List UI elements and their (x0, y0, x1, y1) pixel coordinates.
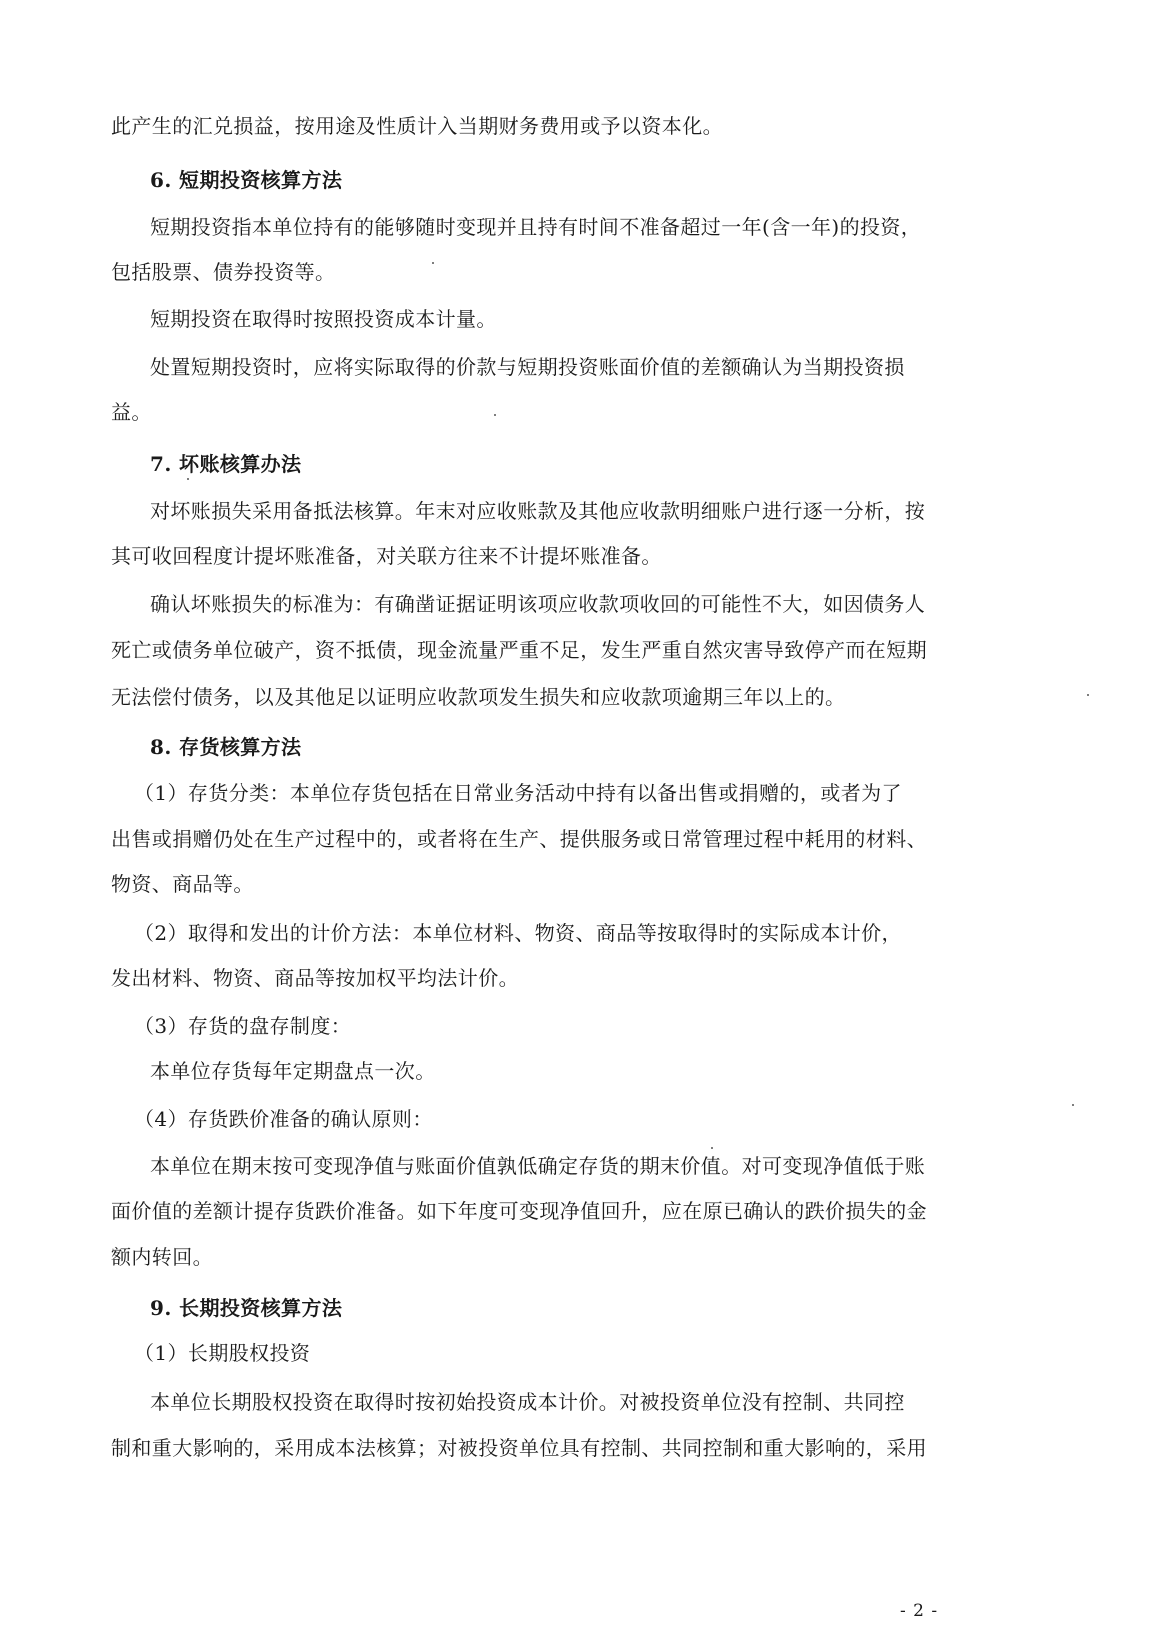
text-line: 其可收回程度计提坏账准备，对关联方往来不计提坏账准备。 (111, 544, 662, 568)
text-line: 此产生的汇兑损益，按用途及性质计入当期财务费用或予以资本化。 (111, 114, 723, 138)
section-heading-8: 8. 存货核算方法 (150, 735, 302, 759)
section-heading-9: 9. 长期投资核算方法 (150, 1296, 343, 1320)
text-line: 短期投资指本单位持有的能够随时变现并且持有时间不准备超过一年(含一年)的投资， (150, 215, 922, 239)
page-number: - 2 - (900, 1601, 939, 1621)
scan-speck (711, 1147, 713, 1149)
text-line: （1）长期股权投资 (134, 1341, 311, 1365)
scan-speck (1087, 694, 1089, 696)
text-line: 制和重大影响的，采用成本法核算；对被投资单位具有控制、共同控制和重大影响的，采用 (111, 1436, 927, 1460)
text-line: 面价值的差额计提存货跌价准备。如下年度可变现净值回升，应在原已确认的跌价损失的金 (111, 1199, 927, 1223)
text-line: （1）存货分类：本单位存货包括在日常业务活动中持有以备出售或捐赠的，或者为了 (134, 781, 902, 805)
text-line: 包括股票、债券投资等。 (111, 260, 336, 284)
text-line: 确认坏账损失的标准为：有确凿证据证明该项应收款项收回的可能性不大，如因债务人 (150, 592, 926, 616)
text-line: 死亡或债务单位破产，资不抵债，现金流量严重不足，发生严重自然灾害导致停产而在短期 (111, 638, 927, 662)
text-line: （3）存货的盘存制度： (134, 1014, 352, 1038)
text-line: 物资、商品等。 (111, 872, 254, 896)
text-line: 本单位在期末按可变现净值与账面价值孰低确定存货的期末价值。对可变现净值低于账 (150, 1154, 926, 1178)
text-line: 发出材料、物资、商品等按加权平均法计价。 (111, 966, 519, 990)
text-line: 对坏账损失采用备抵法核算。年末对应收账款及其他应收款明细账户进行逐一分析，按 (150, 499, 926, 523)
text-line: （4）存货跌价准备的确认原则： (134, 1107, 433, 1131)
text-line: 额内转回。 (111, 1245, 213, 1269)
scan-speck (187, 478, 189, 480)
text-line: 益。 (111, 400, 152, 424)
text-line: （2）取得和发出的计价方法：本单位材料、物资、商品等按取得时的实际成本计价， (134, 921, 902, 945)
scan-speck (432, 262, 434, 264)
text-line: 本单位存货每年定期盘点一次。 (150, 1059, 436, 1083)
text-line: 短期投资在取得时按照投资成本计量。 (150, 307, 497, 331)
section-heading-6: 6. 短期投资核算方法 (150, 168, 343, 192)
text-line: 本单位长期股权投资在取得时按初始投资成本计价。对被投资单位没有控制、共同控 (150, 1390, 905, 1414)
scan-speck (494, 414, 496, 416)
scan-speck (1072, 1104, 1074, 1106)
section-heading-7: 7. 坏账核算办法 (150, 452, 302, 476)
text-line: 无法偿付债务，以及其他足以证明应收款项发生损失和应收款项逾期三年以上的。 (111, 685, 846, 709)
text-line: 处置短期投资时，应将实际取得的价款与短期投资账面价值的差额确认为当期投资损 (150, 355, 905, 379)
text-line: 出售或捐赠仍处在生产过程中的，或者将在生产、提供服务或日常管理过程中耗用的材料、 (111, 827, 927, 851)
